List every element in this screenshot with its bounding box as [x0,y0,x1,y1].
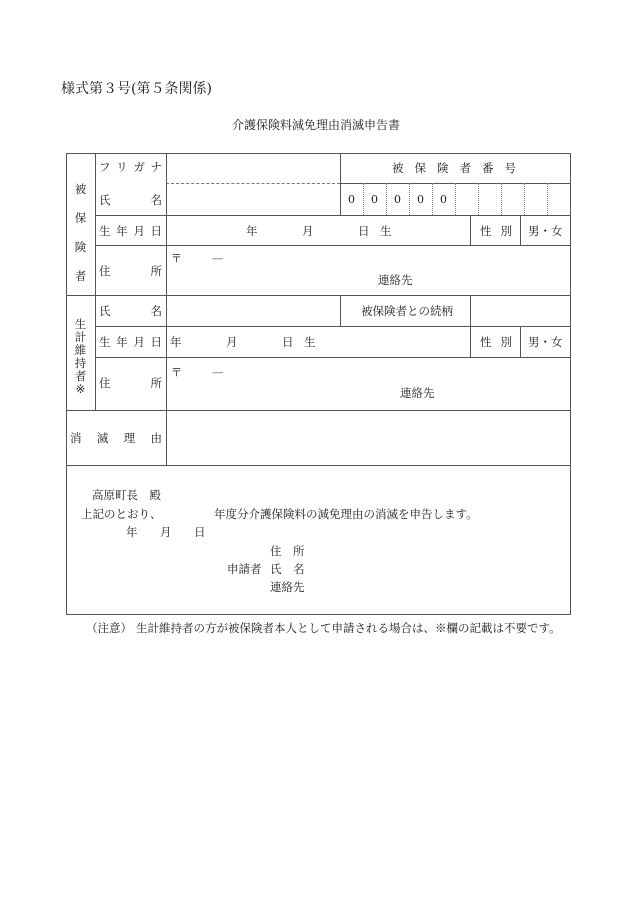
birth-year-label: 年 [170,335,182,349]
label-char: 氏 [99,304,111,318]
label-char: 性 [480,335,492,349]
postal-dash: — [212,251,224,265]
document-title: 介護保険料減免理由消滅申告書 [232,118,401,132]
label-char: 所 [150,264,162,278]
label-char: 険 [437,161,449,175]
label-char: 被 [392,161,404,175]
label-char: 計 [74,330,87,344]
relation-input[interactable] [471,296,570,325]
digit-cell[interactable]: 0 [348,193,355,206]
supporter-birth-label [99,335,162,349]
label-char: 理 [123,431,136,445]
supporter-name-label [99,304,162,318]
supporter-address-label [99,376,162,390]
statement-prefix: 上記のとおり、 [81,507,162,521]
birth-month-label: 月 [226,335,238,349]
insured-birth-label [99,224,162,238]
label-char: 月 [133,335,145,349]
label-char: 保 [74,211,87,225]
col-divider [520,326,521,357]
insured-number-header [392,161,516,175]
statement-body: 年度分介護保険料の減免理由の消滅を申告します。 [214,507,478,521]
label-char: 生 [99,224,111,238]
label-char: 持 [74,356,87,370]
label-char: 生 [74,317,87,331]
insured-number-digits[interactable] [340,184,570,215]
postal-dash: — [212,365,224,379]
insured-address-input[interactable] [167,246,570,294]
label-char: 滅 [96,431,109,445]
label-char: ※ [75,382,86,396]
digit-cell[interactable]: 0 [440,193,447,206]
insured-sex-options[interactable]: 男・女 [528,224,563,238]
label-char: 性 [480,224,492,238]
date-year-label: 年 [126,525,138,539]
birth-day-label: 日 [282,335,294,349]
col-divider [470,326,471,357]
insured-name-input[interactable] [167,184,339,214]
insured-birthdate-input[interactable] [167,216,469,244]
fiscal-year-input[interactable] [160,505,210,521]
reason-input[interactable] [167,411,570,464]
section-divider [66,465,571,466]
birth-suffix-label: 生 [304,335,316,349]
digit-cell[interactable] [501,184,524,215]
supporter-name-input[interactable] [167,296,339,325]
label-char: 日 [150,224,162,238]
label-char: 別 [500,335,512,349]
label-char: ナ [150,160,162,174]
col-divider [340,295,341,326]
label-char: 者 [74,269,87,283]
insured-sex-label [480,224,512,238]
date-day-label: 日 [194,525,206,539]
supporter-section-label [66,318,95,396]
applicant-contact-label: 連絡先 [270,580,305,594]
label-char: 保 [414,161,426,175]
insured-address-label [99,264,162,278]
col-divider [95,153,96,410]
label-char: 住 [99,376,111,390]
supporter-sex-options[interactable]: 男・女 [528,335,563,349]
label-char: 者 [74,369,87,383]
insured-name-label [99,193,162,207]
label-char: 名 [150,193,162,207]
relation-label: 被保険者との続柄 [361,304,453,318]
applicant-label: 申請者 [227,562,262,576]
label-char: 号 [504,161,516,175]
label-char: 維 [74,343,87,357]
supporter-sex-label [480,335,512,349]
label-char: リ [116,160,128,174]
furigana-label [99,160,162,174]
digit-cell[interactable] [455,184,478,215]
addressee: 高原町長 殿 [92,488,161,502]
digit-cell[interactable] [478,184,501,215]
digit-cell[interactable]: 0 [417,193,424,206]
label-char: 生 [99,335,111,349]
applicant-address-label: 住 所 [270,544,305,558]
label-char: 者 [459,161,471,175]
label-char: 氏 [99,193,111,207]
supporter-contact-label: 連絡先 [400,386,435,400]
label-char: 別 [500,224,512,238]
note-text: 生計維持者の方が被保険者本人として申請される場合は、※欄の記載は不要です。 [136,621,561,635]
digit-cell[interactable]: 0 [394,193,401,206]
label-char: 年 [116,335,128,349]
label-char: 由 [150,431,162,445]
supporter-birthdate-input[interactable] [167,327,469,356]
birth-month-label: 月 [302,224,314,238]
insured-section-label [66,181,95,284]
label-char: 所 [150,376,162,390]
label-char: 険 [74,240,87,254]
label-char: 名 [150,304,162,318]
postal-mark-icon: 〒 [171,252,182,265]
label-char: ガ [133,160,145,174]
insured-contact-label: 連絡先 [378,273,413,287]
label-char: 月 [133,224,145,238]
label-char: 被 [74,182,87,196]
reason-label [70,431,162,445]
digit-cell[interactable] [524,184,547,215]
digit-cell[interactable]: 0 [371,193,378,206]
postal-mark-icon: 〒 [171,366,182,379]
insured-furigana-input[interactable] [167,154,339,182]
form-number: 様式第３号(第５条関係) [61,81,212,97]
label-char: 番 [482,161,494,175]
applicant-info-input[interactable] [310,540,560,598]
digit-cell[interactable] [547,184,570,215]
label-char: フ [99,160,111,174]
label-char: 住 [99,264,111,278]
applicant-name-label: 氏 名 [270,562,305,576]
label-char: 消 [70,431,82,445]
supporter-address-input[interactable] [167,358,570,409]
col-divider [520,215,521,245]
birth-year-label: 年 [246,224,258,238]
birth-suffix-label: 生 [380,224,392,238]
label-char: 年 [116,224,128,238]
note-prefix: （注意） [86,621,132,635]
birth-day-label: 日 [358,224,370,238]
date-month-label: 月 [160,525,172,539]
col-divider [470,215,471,245]
label-char: 日 [150,335,162,349]
